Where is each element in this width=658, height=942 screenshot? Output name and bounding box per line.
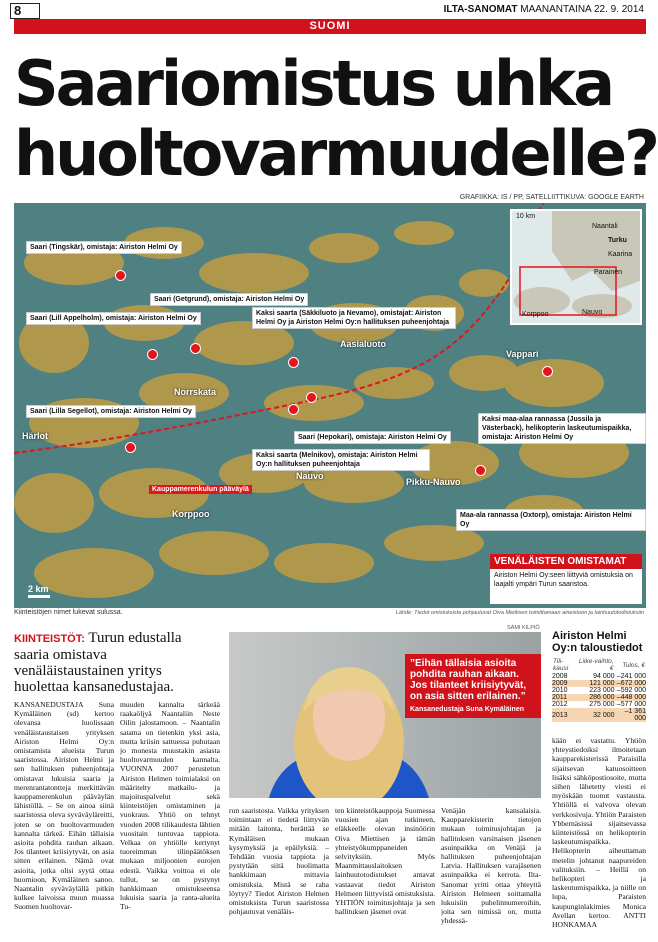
lead-text: Turun edustalla saaria omistava venäläistaustainen yritys huolettaa kansanedustajaa.	[14, 630, 182, 695]
place-aasialuoto: Aasialuoto	[340, 339, 387, 349]
map-scale-label: 2 km	[28, 584, 49, 594]
location-pin	[475, 465, 486, 476]
finance-cell: –241 000	[616, 673, 646, 680]
finance-header: Tili-kausi	[553, 658, 569, 672]
finance-cell: 2011	[552, 694, 568, 701]
place-korppoo: Korppoo	[172, 509, 210, 519]
location-pin	[542, 366, 553, 377]
finance-cell: –672 000	[616, 680, 646, 687]
russian-owned-box	[490, 554, 642, 604]
location-pin	[288, 357, 299, 368]
location-pin	[147, 349, 158, 360]
finance-cell: 223 000	[589, 687, 615, 694]
finance-header: Tulos, €	[622, 661, 645, 669]
finance-cell: 32 000	[593, 711, 615, 719]
location-pin	[125, 442, 136, 453]
article-column-6	[552, 736, 646, 940]
overview-inset-map	[510, 209, 642, 325]
place-vappari: Vappari	[506, 349, 539, 359]
page-number: 8	[14, 3, 22, 18]
finance-cell: 2009	[552, 680, 568, 687]
article-column-2	[120, 700, 220, 940]
map-label-hepokari: Saari (Hepokari), omistaja: Airiston Helmi Oy	[294, 431, 451, 444]
location-pin	[288, 404, 299, 415]
map-scale-bar	[28, 595, 50, 598]
finance-cell: 275 000	[589, 701, 615, 708]
map-label-tingskar: Saari (Tingskär), omistaja: Airiston Helmi Oy	[26, 241, 182, 254]
map-label-sakkiluoto: Kaksi saarta (Säkkiluoto ja Nevamo), omistajat: Airiston Helmi Oy ja Airiston Helmi Oy:n hallituksen puheenjohtaja	[252, 307, 456, 329]
location-pin	[115, 270, 126, 281]
inset-parainen: Parainen	[594, 269, 623, 276]
finance-row	[552, 673, 646, 680]
finance-cell: 121 000	[589, 680, 615, 687]
article-column-1	[14, 700, 114, 940]
route-label: Kauppamerenkulun pääväylä	[149, 485, 252, 494]
finance-header-row	[552, 657, 646, 673]
article-column-5	[441, 806, 541, 940]
finance-cell: 2008	[552, 673, 568, 680]
column-text: Venäjän kansalaisia. Kaupparekisterin tietojen mukaan toimitusjohtajan ja hallituksen varsinaisen jäsenen asuinpaikka on Venäjä ja hallituksen puheenjohtajan Latvia. Hallituksen varajäsenen asuinpaikka ei kerrota. Ilta-Sanomat yritti ottaa yhteyttä Airiston Helmeen soittamalla lukuisiin puhelinnumeroihin, joita sen nimissä on, mutta yhdessä-	[441, 806, 541, 926]
column-text: muuden kannalta tärkeää raakaöljyä Naantaliin Neste Oilin jalostamoon. – Naantalin satama on tietenkin yksi asia, mutta kriisin sattuessa puhutaan jo monesta muustakin asiasta huoltovarmuuden kannalta. VUONNA 2007 perustetun Airiston Helmen toimialaksi on määritelty matkailu- ja majoituspalvelut sekä kiinteistöjen omistaminen ja vuokraus. Yhtiö on tehnyt vuoden 2008 tilikaudesta lähtien vuositain tuntuvaa tappiota. Velkaa on yhtiölle kertynyt tuoreimman tilinpäätöksen mukaan miljoonien eurojen edestä. Vaikka voittoa ei ole tullut, se on pystynyt hankkimaan omistukseensa lukuisia saaria ja ranta-alueita Tu-	[120, 700, 220, 912]
finance-cell: –577 000	[616, 701, 646, 708]
finance-row	[552, 708, 646, 722]
place-nauvo: Nauvo	[296, 471, 324, 481]
inset-turku: Turku	[608, 237, 627, 244]
location-pin	[306, 392, 317, 403]
map-caption: Kiinteistöjen nimet lukevat sulussa.	[14, 609, 123, 616]
graphic-credit: GRAFIIKKA: IS / PP, SATELLIITTIKUVA: GOOGLE EARTH	[459, 194, 644, 201]
inset-korppoo: Korppoo	[522, 311, 549, 318]
map-label-melnikov: Kaksi saarta (Melnikov), omistaja: Airiston Helmi Oy:n hallituksen puheenjohtaja	[252, 449, 430, 471]
map-label-getgrund: Saari (Getgrund), omistaja: Airiston Helmi Oy	[150, 293, 308, 306]
finance-row	[552, 687, 646, 694]
finance-cell: 94 000	[593, 673, 615, 680]
finance-row	[552, 680, 646, 687]
section-banner: SUOMI	[14, 19, 646, 34]
place-harlot: Härlot	[22, 431, 49, 441]
archipelago-map	[14, 203, 646, 608]
headline-line-1: Saariomistus uhka	[14, 47, 613, 120]
pull-quote-source: Kansanedustaja Suna Kymäläinen	[410, 706, 524, 713]
finance-cell: –592 000	[616, 687, 646, 694]
finance-cell: 286 000	[589, 694, 615, 701]
finance-cell: 2012	[552, 701, 568, 708]
map-source: Lähde: Tiedot omistuksista pohjautuvat Oiva Miettisen toimittamaan aineistoon ja lainhuutotodistuksiin	[395, 610, 644, 616]
finance-cell: –1 361 000	[624, 708, 646, 722]
inset-scale: 10 km	[516, 213, 536, 220]
place-norrskata: Norrskata	[174, 387, 217, 397]
pull-quote	[405, 654, 541, 718]
map-label-lill-appelholm: Saari (Lill Appelholm), omistaja: Airiston Helmi Oy	[26, 312, 201, 325]
lead-paragraph	[14, 630, 218, 695]
lead-kicker: KIINTEISTÖT:	[14, 633, 85, 645]
finance-row	[552, 694, 646, 701]
russian-owned-text: Airiston Helmi Oy:seen liittyviä omistuksia on laajalti ympäri Turun saaristoa.	[494, 572, 633, 588]
finance-header: Liike-vaihto, €	[578, 658, 614, 672]
finance-table	[552, 657, 646, 722]
publication-name: ILTA-SANOMAT	[443, 4, 518, 15]
finance-cell: –448 000	[616, 694, 646, 701]
portrait-photo	[229, 632, 541, 798]
location-pin	[190, 343, 201, 354]
inset-land	[512, 211, 640, 323]
publication-date: MAANANTAINA 22. 9. 2014	[520, 4, 644, 15]
article-column-4	[335, 806, 435, 940]
photo-credit: SAMI KILPIÖ	[507, 625, 540, 631]
inset-naantali: Naantali	[592, 223, 618, 230]
finance-box	[552, 630, 646, 722]
finance-title: Airiston Helmi Oy:n taloustiedot	[552, 630, 643, 654]
place-pikku-nauvo: Pikku-Nauvo	[406, 477, 461, 487]
column-text: run saaristosta. Vaikka yrityksen toimintaan ei tiedetä liittyvän mitään laitonta, herättää se Kymäläisen mukaan kysymyksiä ja epäilyksiä. – Tehdään vuosia tappiota ja pystytään siitä huolimatta hankkimaan mittavia omistuksia. Mistä se raha löytyy? Tiedot Airiston Helmen omistuksista Turun saaristossa pohjautuvat venäläis-	[229, 806, 329, 917]
column-text: KANSANEDUSTAJA Suna Kymäläinen (sd) kertoo olevansa huolissaan venäläistaustaisen yrityksen Airiston Helmi Oy:n omistamista alueista Turun saaristossa. Airiston Helmi ja sen hallituksen puheenjohtaja omistavat lukuisia saaria ja merenrantatontteja merkittävän kauppamerenkulun pääväylän lähistöllä. – Se on ainoa siinä saaristossa oleva syväväyläreitti, joten se on huoltovarmuuden kannalta tärkeä. Eihän tällaisia asioita pohdita rauhan aikaan. Jos tilanteet kriisiytyvät, on asia sitten erilainen. Nämä ovat asioita, jotka olisi syytä ottaa huomioon, Kymäläinen sanoo. Naantalin syväväylällä pitkin kulkee laivoissa muun muassa Suomen huoltovar-	[14, 700, 114, 912]
finance-cell: 2010	[552, 687, 568, 694]
article-column-3	[229, 806, 329, 940]
publication-line	[444, 4, 644, 15]
inset-nauvo: Nauvo	[582, 309, 603, 316]
finance-cell: 2013	[552, 711, 568, 719]
column-text: ten kiinteistökauppoja Suomessa vuosien ajan tutkineen, eläkkeelle olevan insinöörin Oiva Miettisen ja tämän yhteistyökumppaneiden selvityksiin. Myös Maanmittauslaitoksen lainhuutotodistukset antavat vastaavat tiedot Airiston Helmeen liittyvistä omistuksista. YHTIÖN toimitusjohtaja ja sen hallituksen jäsenet ovat	[335, 806, 435, 917]
pull-quote-text: ”Eihän tällaisia asioita pohdita rauhan aikaan. Jos tilanteet kriisiytyvät, on asia sitten erilainen.”	[410, 658, 527, 702]
inset-kaarina: Kaarina	[608, 251, 633, 258]
map-label-lilla-segellot: Saari (Lilla Segellot), omistaja: Airiston Helmi Oy	[26, 405, 196, 418]
map-label-oxtorp: Maa-ala rannassa (Oxtorp), omistaja: Airiston Helmi Oy	[456, 509, 646, 531]
map-label-jussila: Kaksi maa-alaa rannassa (Jussila ja Västerback), helikopterin laskeutumispaikka, omistaja: Airiston Helmi Oy	[478, 413, 646, 444]
russian-owned-title: VENÄLÄISTEN OMISTAMAT	[490, 554, 642, 569]
column-text: kään ei vastattu. Yhtiön yhteystiedoiksi ilmoitetaan kaupparekisterissä Paraisilla sijaitsevan katuosoitteen lisäksi sähköpostiosoite, mutta siihen lähetetty viesti ei myöskään tuonut vastausta. Yhtiöllä ei valvova olevan verkkosivuja. Yhtiön Paraisten Ybbernäsissä sijaitsevassa kiinteistössä on helikopterin laskeutumispaikka. Helikopterin aiheuttaman metelin johtanut naapureiden valituksiin. – Heillä on helikopteri ja laskeutumispaikka, ja niille on lupa, Paraisten kaupunginlakimies Monica Avellan kertoo. ANTTI HONKAMAA	[552, 736, 646, 930]
headline-line-2: huoltovarmuudelle?	[14, 117, 658, 190]
finance-row	[552, 701, 646, 708]
